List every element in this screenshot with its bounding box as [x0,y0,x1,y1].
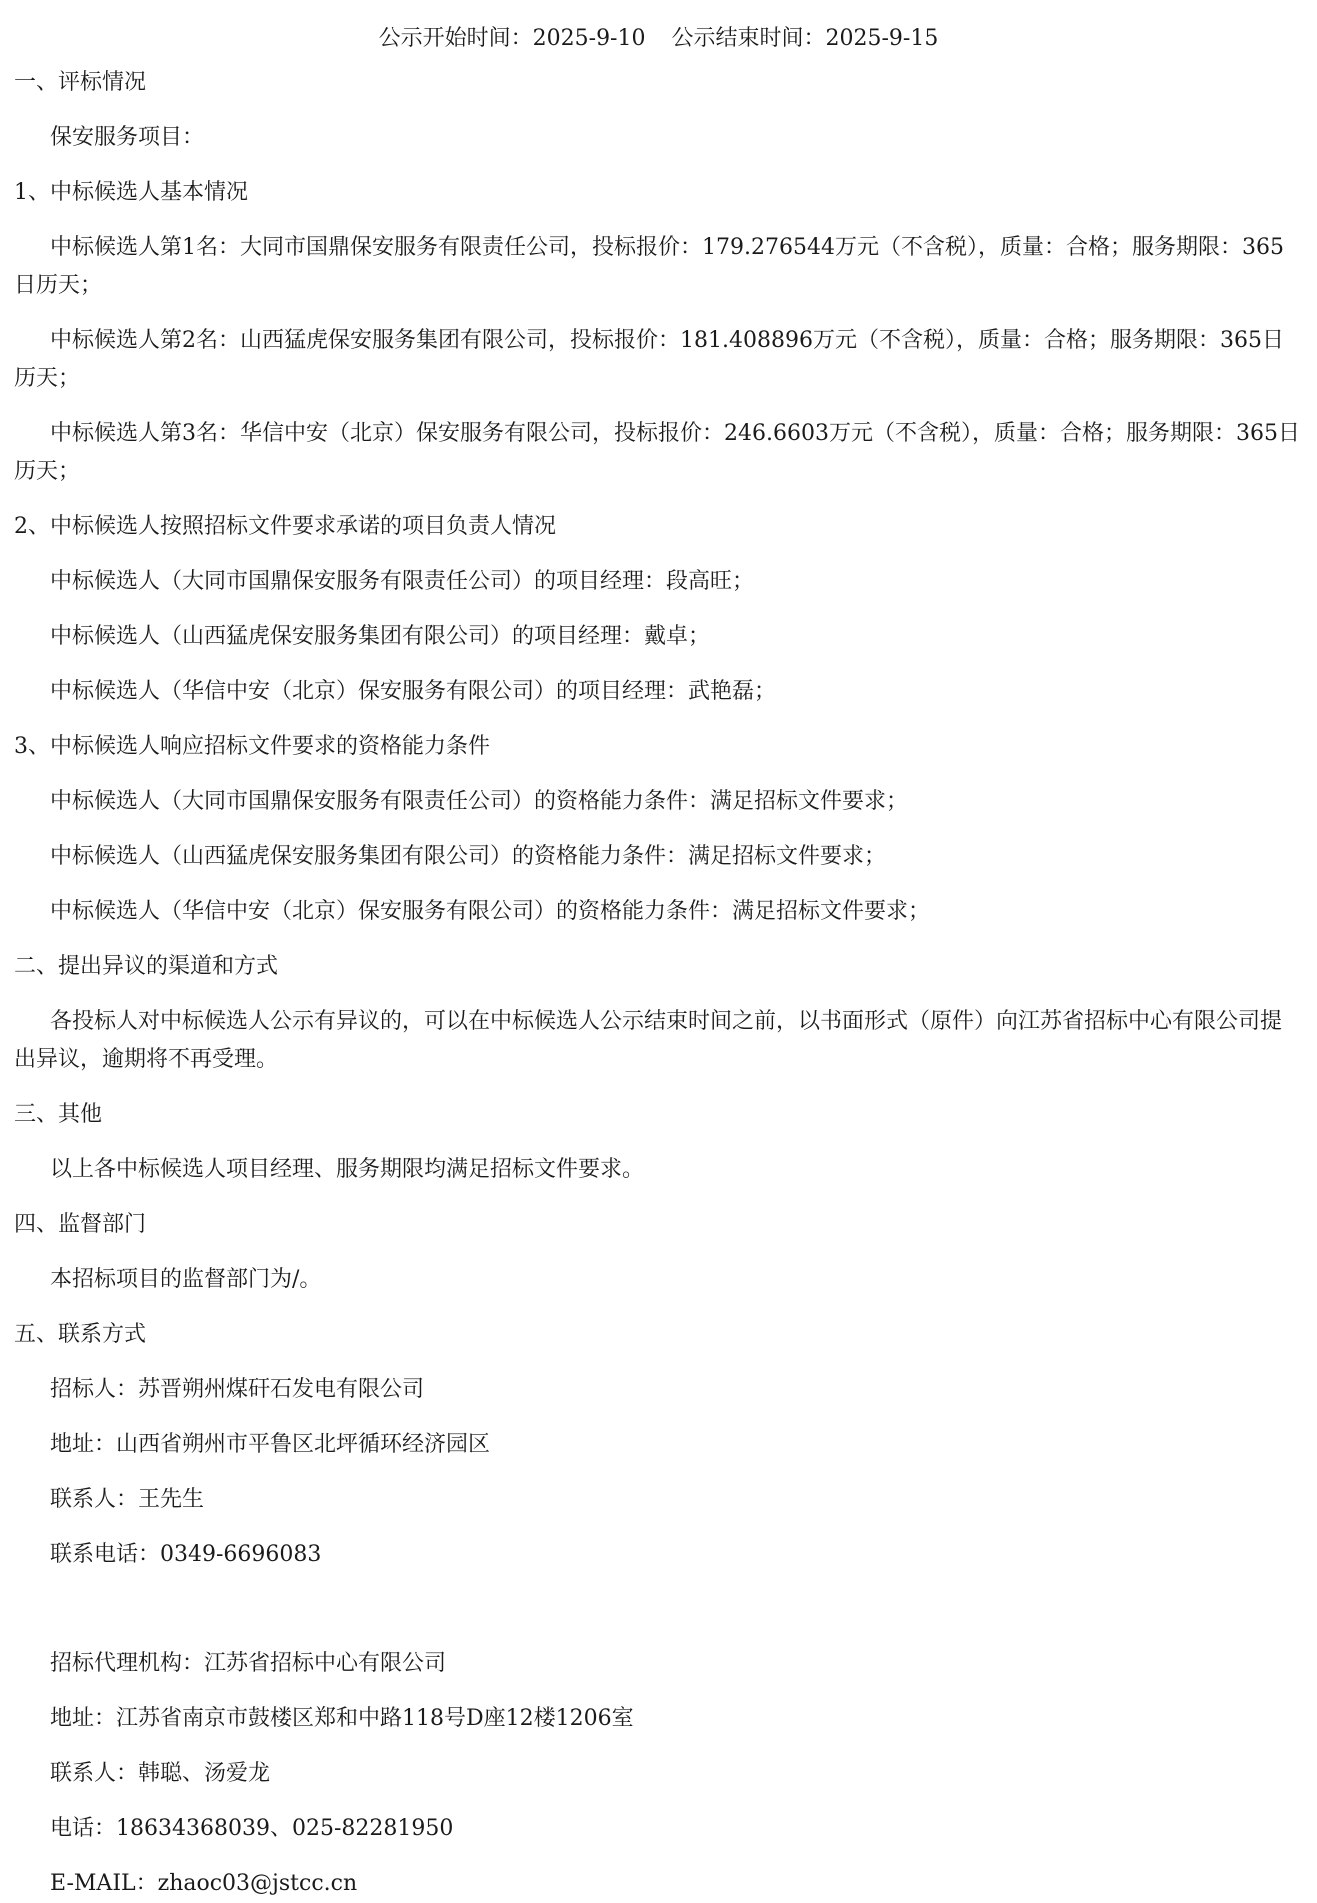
qualification-2: 中标候选人（山西猛虎保安服务集团有限公司）的资格能力条件：满足招标文件要求； [50,844,887,869]
subsection-heading-candidates: 1、中标候选人基本情况 [14,180,248,205]
candidate-1: 中标候选人第1名：大同市国鼎保安服务有限责任公司，投标报价：179.276544万元（不含税），质量：合格；服务期限：365日历天； [14,235,1284,298]
publicity-end: 公示结束时间：2025-9-15 [671,26,939,51]
objection-body: 各投标人对中标候选人公示有异议的，可以在中标候选人公示结束时间之前，以书面形式（原件）向江苏省招标中心有限公司提出异议，逾期将不再受理。 [14,1009,1283,1072]
publicity-start: 公示开始时间：2025-9-10 [378,26,646,51]
supervision-body: 本招标项目的监督部门为/。 [50,1267,322,1292]
agency-phone: 电话：18634368039、025-82281950 [50,1816,454,1841]
candidate-3: 中标候选人第3名：华信中安（北京）保安服务有限公司，投标报价：246.6603万元（不含税），质量：合格；服务期限：365日历天； [14,421,1300,484]
manager-3: 中标候选人（华信中安（北京）保安服务有限公司）的项目经理：武艳磊； [50,679,777,704]
agency-address: 地址：江苏省南京市鼓楼区郑和中路118号D座12楼1206室 [50,1706,634,1731]
manager-2: 中标候选人（山西猛虎保安服务集团有限公司）的项目经理：戴卓； [50,624,711,649]
subsection-heading-managers: 2、中标候选人按照招标文件要求承诺的项目负责人情况 [14,514,556,539]
subsection-heading-qualifications: 3、中标候选人响应招标文件要求的资格能力条件 [14,734,490,759]
candidate-2: 中标候选人第2名：山西猛虎保安服务集团有限公司，投标报价：181.408896万元（不含税），质量：合格；服务期限：365日历天； [14,328,1284,391]
other-body: 以上各中标候选人项目经理、服务期限均满足招标文件要求。 [50,1157,645,1182]
tenderer-address: 地址：山西省朔州市平鲁区北坪循环经济园区 [50,1432,491,1457]
agency-name: 招标代理机构：江苏省招标中心有限公司 [50,1651,447,1676]
tenderer-phone: 联系电话：0349-6696083 [50,1542,322,1567]
agency-email: E-MAIL：zhaoc03@jstcc.cn [50,1871,358,1896]
tenderer-name: 招标人：苏晋朔州煤矸石发电有限公司 [50,1377,425,1402]
section-heading-objection: 二、提出异议的渠道和方式 [14,954,279,979]
publicity-period [14,14,1303,64]
project-name: 保安服务项目： [50,125,205,150]
manager-1: 中标候选人（大同市国鼎保安服务有限责任公司）的项目经理：段高旺； [50,569,755,594]
agency-contact: 联系人：韩聪、汤爱龙 [50,1761,271,1786]
qualification-1: 中标候选人（大同市国鼎保安服务有限责任公司）的资格能力条件：满足招标文件要求； [50,789,909,814]
section-heading-other: 三、其他 [14,1102,103,1127]
section-heading-contact: 五、联系方式 [14,1322,147,1347]
spacer [14,1591,1303,1645]
qualification-3: 中标候选人（华信中安（北京）保安服务有限公司）的资格能力条件：满足招标文件要求； [50,899,931,924]
section-heading-evaluation: 一、评标情况 [14,70,147,95]
section-heading-supervision: 四、监督部门 [14,1212,147,1237]
tenderer-contact: 联系人：王先生 [50,1487,205,1512]
